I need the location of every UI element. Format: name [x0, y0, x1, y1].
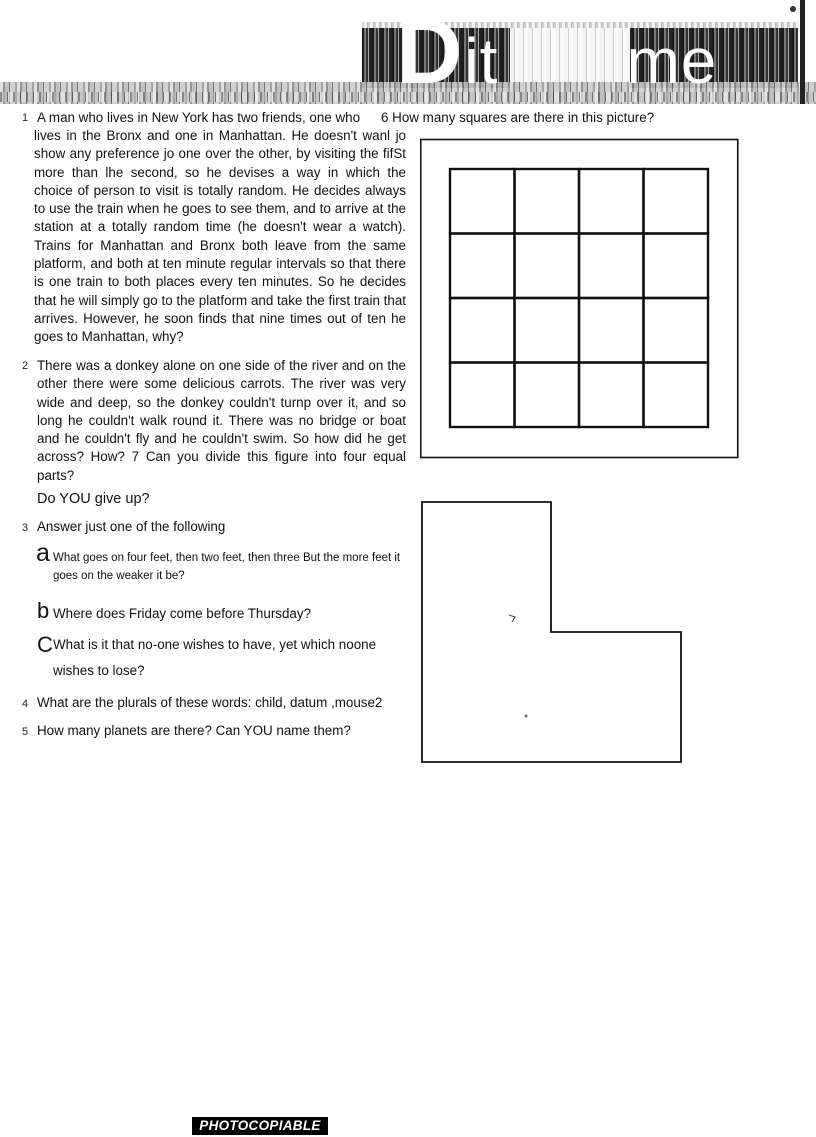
- q3-c-text-2: wishes to lose?: [53, 663, 145, 678]
- grid-cell: [579, 298, 644, 363]
- q2-number: 2: [22, 360, 29, 372]
- l-shape-outline: [422, 502, 681, 762]
- squares-figure-svg: [420, 137, 740, 461]
- l-shape-figure-svg: [420, 500, 684, 766]
- photocopiable-badge: PHOTOCOPIABLE: [192, 1117, 328, 1135]
- l-shape-speck-2: [525, 715, 528, 718]
- grid-cell: [515, 169, 580, 234]
- l-shape-figure: [420, 500, 684, 766]
- q1-first-line: A man who lives in New York has two friends, one who: [37, 110, 361, 125]
- banner-title-tail: me: [626, 25, 718, 97]
- grid-cell: [644, 363, 709, 428]
- grid-cell: [579, 234, 644, 299]
- q1-body: [34, 127, 406, 347]
- q3-number: 3: [22, 522, 29, 534]
- q5-text: How many planets are there? Can YOU name them?: [37, 723, 351, 738]
- header-banner: [0, 0, 816, 106]
- q1-body-text: lives in the Bronx and one in Manhattan. He doesn't wanl jo show any preference jo one over the other, by visiting the fifSt more than lhe second, so he devises a way in which the choice of person to visit is totally random. He decides always to use the train when he goes to see them, and to arrive at the station at a totally random time (he doesn't wear a watch). Trains for Manhattan and Bronx both leave from the same platform, and both at ten minute regular intervals so that there is one train to both places every ten minutes. So he decides that he will simply go to the platform and take the first train that arrives. However, he soon finds that nine times out of ten he goes to Manhattan, why?: [34, 128, 406, 345]
- q2-body-text: There was a donkey alone on one side of the river and on the other there were some delicious carrots. The river was very wide and deep, so the donkey couldn't turnp over it, and so long he couldn't walk round it. There was no bridge or boat and he couldn't fly and he couldn't swim. So how did he get across? How? 7 Can you divide this figure into four equal parts?: [37, 358, 406, 483]
- banner-speck: [790, 6, 796, 12]
- grid-cell: [450, 363, 515, 428]
- grid-cell: [515, 234, 580, 299]
- q5-number: 5: [22, 726, 29, 738]
- squares-figure: [420, 137, 740, 461]
- grid-cell: [450, 169, 515, 234]
- q1-number: 1: [22, 112, 29, 124]
- grid-cell: [515, 363, 580, 428]
- inner-grid: [450, 169, 708, 427]
- grid-cell: [644, 298, 709, 363]
- q3-a-text: What goes on four feet, then two feet, then three But the more feet it goes on the weaker it be?: [53, 552, 401, 582]
- q2-body: [37, 357, 406, 485]
- q2-give-up: Do YOU give up?: [37, 491, 150, 507]
- q3-a-letter: a: [36, 539, 50, 567]
- banner-title-initial: D: [396, 1, 465, 103]
- banner-title: [396, 2, 717, 102]
- q3-c-text-1: What is it that no-one wishes to have, yet which noone: [53, 637, 377, 652]
- grid-cell: [644, 169, 709, 234]
- grid-cell: [450, 298, 515, 363]
- q3-intro: Answer just one of the following: [37, 519, 226, 534]
- grid-cell: [450, 234, 515, 299]
- q6-heading: 6 How many squares are there in this picture?: [381, 110, 655, 125]
- grid-cell: [579, 363, 644, 428]
- banner-title-rest: it: [464, 25, 499, 97]
- q4-text: What are the plurals of these words: child, datum ,mouse2: [37, 695, 383, 710]
- banner-edge-bar: [800, 0, 805, 104]
- grid-cell: [515, 298, 580, 363]
- q4-number: 4: [22, 698, 29, 710]
- l-shape-speck: [509, 615, 515, 622]
- q3-b-text: Where does Friday come before Thursday?: [53, 606, 312, 621]
- q3-b-letter: b: [37, 598, 50, 623]
- grid-cell: [579, 169, 644, 234]
- grid-cell: [644, 234, 709, 299]
- q3-c-letter: C: [37, 632, 53, 657]
